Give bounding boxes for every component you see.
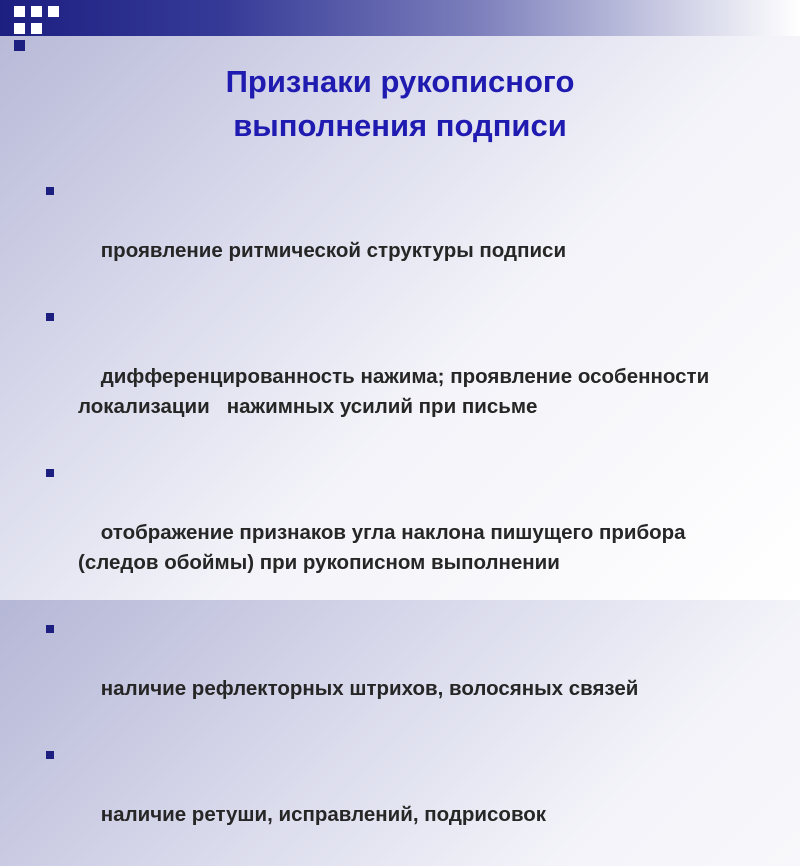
bullet-text: дифференцированность нажима; проявление особенности локализации нажимных усилий при письме	[78, 365, 715, 418]
slide-title-line1: Признаки рукописного	[225, 64, 575, 99]
square-bullet-icon	[46, 751, 54, 759]
decorative-square	[31, 6, 42, 17]
bullet-text: наличие рефлекторных штрихов, волосяных связей	[100, 677, 639, 700]
bullet-item	[44, 302, 744, 452]
decorative-square	[31, 23, 42, 34]
bullet-list	[44, 176, 744, 866]
decorative-square	[14, 40, 25, 51]
decorative-square	[14, 6, 25, 17]
top-decorative-band	[0, 0, 800, 36]
bullet-item	[44, 614, 744, 734]
square-bullet-icon	[46, 625, 54, 633]
bullet-item	[44, 740, 744, 860]
slide-title	[100, 60, 700, 148]
slide-title-line2: выполнения подписи	[233, 108, 567, 143]
square-bullet-icon	[46, 469, 54, 477]
square-bullet-icon	[46, 313, 54, 321]
bullet-item	[44, 176, 744, 296]
decorative-square	[14, 23, 25, 34]
bullet-text: отображение признаков угла наклона пишущего прибора (следов обоймы) при рукописном выполнении	[78, 521, 692, 574]
decorative-square	[48, 6, 59, 17]
bullet-text: проявление ритмической структуры подписи	[100, 239, 567, 262]
bullet-item	[44, 458, 744, 608]
square-bullet-icon	[46, 187, 54, 195]
bullet-text: наличие ретуши, исправлений, подрисовок	[100, 803, 547, 826]
